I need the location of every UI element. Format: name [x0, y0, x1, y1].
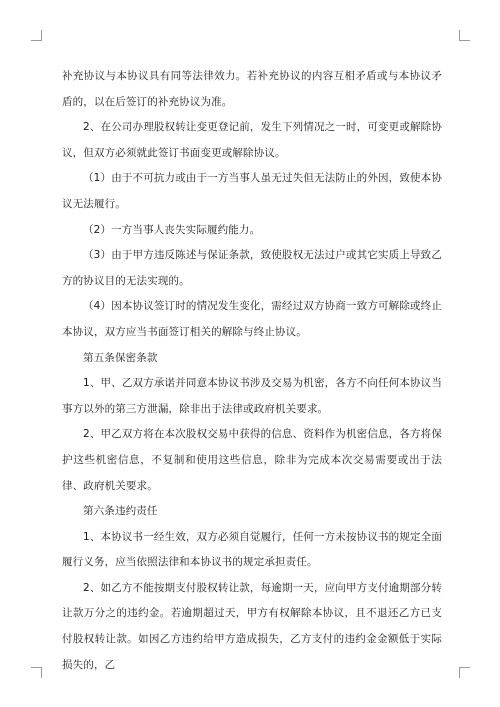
paragraph-item-4: （4）因本协议签订时的情况发生变化，需经过双方协商一致方可解除或终止本协议，双方应当书面签订相关的解除与终止协议。: [62, 300, 442, 338]
document-body: [62, 64, 442, 678]
paragraph-continuation: 补充协议与本协议具有同等法律效力。若补充协议的内容互相矛盾或与本协议矛盾的，以在后签订的补充协议为准。: [62, 70, 442, 108]
section-heading-confidentiality: 第五条保密条款: [83, 351, 158, 364]
paragraph-liability-2: 2、如乙方不能按期支付股权转让款，每逾期一天，应向甲方支付逾期部分转让款万分之的违约金。若逾期超过天，甲方有权解除本协议，且不退还乙方已支付股权转让款。如因乙方违约给甲方造成损失，乙方支付的违约金金额低于实际损失的，乙: [62, 581, 442, 671]
paragraph-confidentiality-1: 1、甲、乙双方承诺并同意本协议书涉及交易为机密，各方不向任何本协议当事方以外的第三方泄漏，除非出于法律或政府机关要求。: [62, 377, 442, 415]
paragraph-change-termination: 2、在公司办理股权转让变更登记前，发生下列情况之一时，可变更或解除协议，但双方必须就此签订书面变更或解除协议。: [62, 121, 442, 159]
crop-mark-bottom-left: [31, 667, 42, 678]
crop-mark-bottom-right: [459, 667, 470, 678]
paragraph-item-3: （3）由于甲方违反陈述与保证条款，致使股权无法过户或其它实质上导致乙方的协议目的无法实现的。: [62, 249, 442, 287]
crop-mark-top-left: [31, 30, 42, 41]
crop-mark-top-right: [459, 30, 470, 41]
paragraph-item-1: （1）由于不可抗力或由于一方当事人虽无过失但无法防止的外因，致使本协议无法履行。: [62, 172, 442, 210]
section-heading-liability: 第六条违约责任: [83, 505, 158, 518]
paragraph-item-2: （2）一方当事人丧失实际履约能力。: [83, 223, 261, 236]
paragraph-liability-1: 1、本协议书一经生效，双方必须自觉履行，任何一方未按协议书的规定全面履行义务，应当依照法律和本协议书的规定承担责任。: [62, 530, 442, 569]
paragraph-confidentiality-2: 2、甲乙双方将在本次股权交易中获得的信息、资料作为机密信息，各方将保护这些机密信息，不复制和使用这些信息，除非为完成本次交易需要或出于法律、政府机关要求。: [62, 428, 442, 492]
